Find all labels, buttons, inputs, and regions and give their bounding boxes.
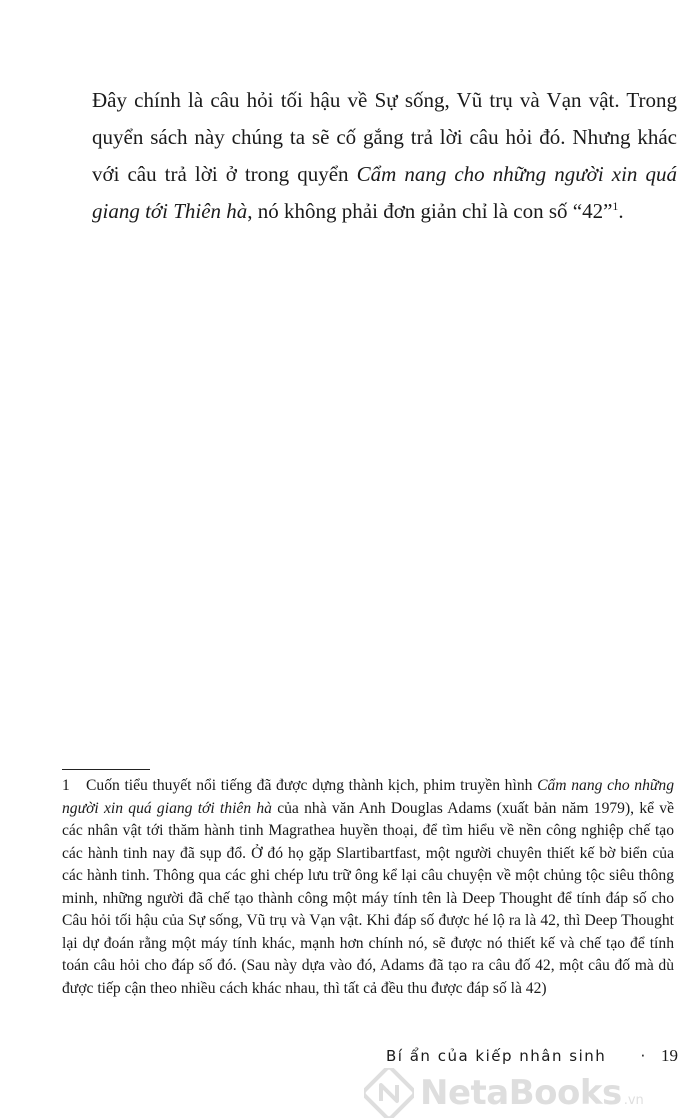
watermark-brand: NetaBooks (420, 1073, 622, 1113)
footnote-text-start: Cuốn tiểu thuyết nổi tiếng đã được dựng thành kịch, phim truyền hình (86, 777, 538, 794)
body-text-start: Đây chính là câu hỏi tối hậu về Sự sống, Vũ trụ và Vạn vật. Trong quyển sách này chúng ta sẽ cố gắng trả lời câu hỏi đó. Nhưng khác với câu trả lời ở trong quyển (92, 88, 677, 186)
body-text-end: , nó không phải đơn giản chỉ là con số “42” (247, 199, 613, 223)
footnote (62, 775, 674, 1000)
watermark-suffix: .vn (623, 1093, 644, 1108)
body-paragraph (92, 82, 677, 230)
footnote-marker: 1 (62, 777, 70, 794)
footnote-book-title: Cẩm nang cho những người xin quá giang tới thiên hà (62, 777, 674, 817)
page-number: 19 (661, 1046, 678, 1065)
footnote-divider (62, 769, 150, 770)
body-period: . (618, 199, 624, 223)
footnote-reference[interactable]: 1 (612, 199, 619, 213)
footer-separator: · (640, 1047, 647, 1065)
footer-book-title: Bí ẩn của kiếp nhân sinh (386, 1047, 607, 1065)
book-title-italic: Cẩm nang cho những người xin quá giang tới Thiên hà (92, 162, 677, 223)
running-footer (386, 1046, 678, 1066)
footnote-text-rest: của nhà văn Anh Douglas Adams (xuất bản năm 1979), kể về các nhân vật tới thăm hành tinh Magrathea huyền thoại, để tìm hiểu về nền công nghiệp chế tạo các hành tinh nay đã sụp đổ. Ở đó họ gặp Slartibartfast, một người chuyên thiết kế bờ biển của các hành tinh. Thông qua các ghi chép lưu trữ ông kể lại câu chuyện về một chủng tộc siêu thông minh, những người đã chế tạo thành công một máy tính tên là Deep Thought để tính đáp số cho Câu hỏi tối hậu của Sự sống, Vũ trụ và Vạn vật. Khi đáp số được hé lộ ra là 42, thì Deep Thought lại dự đoán rằng một máy tính khác, mạnh hơn chính nó, sẽ được nó thiết kế và chế tạo để tính toán câu hỏi cho đáp số đó. (Sau này dựa vào đó, Adams đã tạo ra câu đố 42, một câu đố mà dù được tiếp cận theo nhiều cách khác nhau, thì tất cả đều thu được đáp số là 42) (62, 799, 674, 997)
watermark (364, 1066, 694, 1120)
netabooks-logo-icon (364, 1068, 414, 1118)
